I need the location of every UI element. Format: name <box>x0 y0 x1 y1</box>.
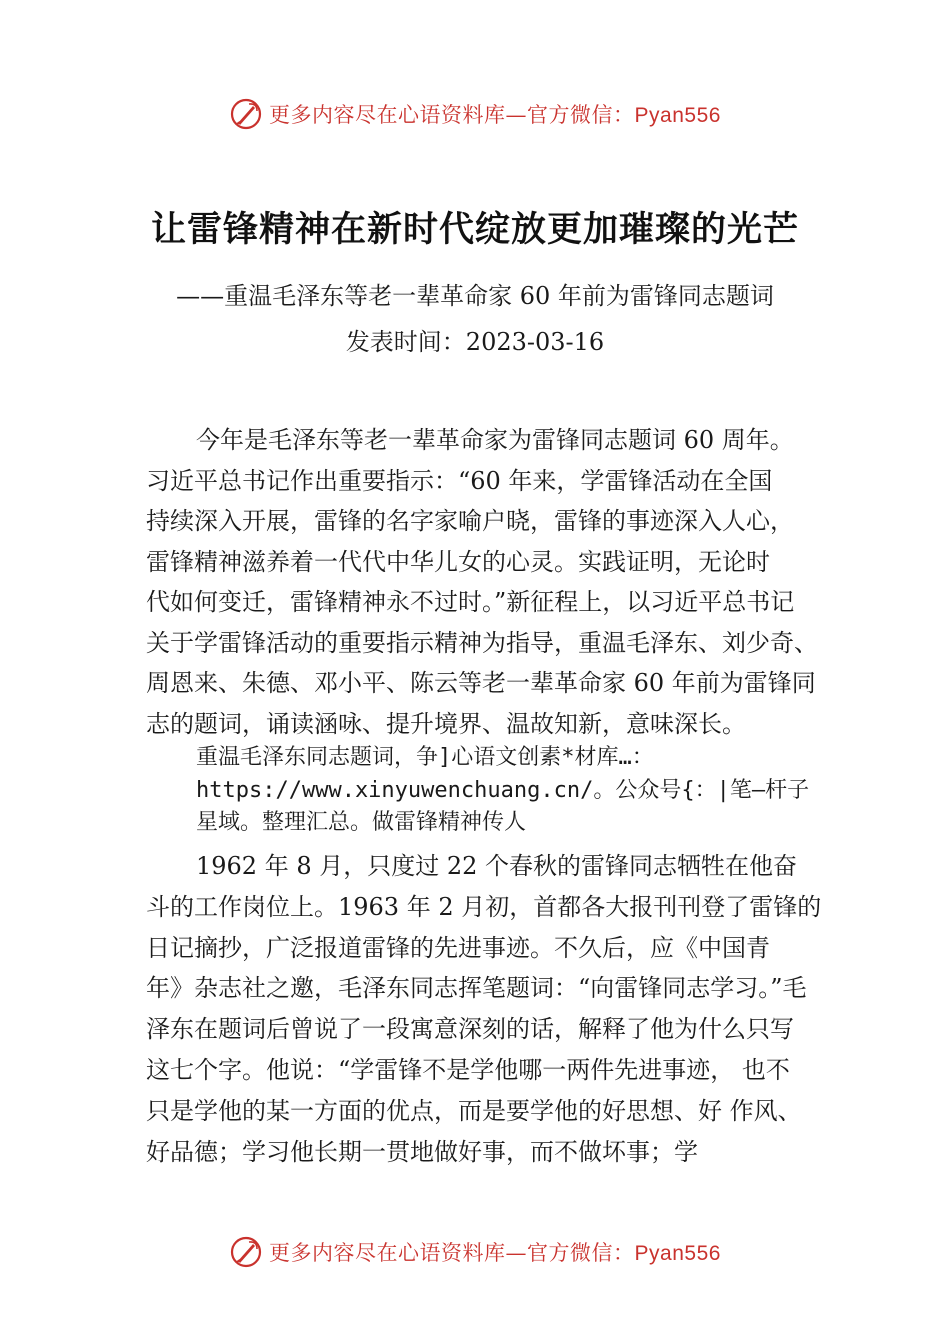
quill-pen-logo-icon <box>229 1235 263 1269</box>
publish-date: 发表时间：2023-03-16 <box>345 328 605 356</box>
text-line: 好品德；学习他长期一贯地做好事，而不做坏事；学 <box>146 1137 698 1166</box>
wechat-account: Pyan556 <box>634 104 721 127</box>
text-line: 年》杂志社之邀，毛泽东同志挥笔题词：“向雷锋同志学习。”毛 <box>146 974 807 1003</box>
paragraph-history <box>146 846 836 1172</box>
text-line: 泽东在题词后曾说了一段寓意深刻的话，解释了他为什么只写 <box>146 1015 794 1044</box>
article-title: 让雷锋精神在新时代绽放更加璀璨的光芒 <box>150 210 799 250</box>
text-line: 今年是毛泽东等老一辈革命家为雷锋同志题词 60 周年。 <box>196 426 794 454</box>
paragraph-promo <box>196 742 841 840</box>
quill-pen-logo-icon <box>229 97 263 131</box>
text-line: 这七个字。他说：“学雷锋不是学他哪一两件先进事迹， 也不 <box>146 1055 790 1084</box>
text-line: 斗的工作岗位上。1963 年 2 月初，首都各大报刊刊登了雷锋的 <box>146 892 822 921</box>
text-line: 周恩来、朱德、邓小平、陈云等老一辈革命家 60 年前为雷锋同 <box>146 669 816 697</box>
banner-label: 更多内容尽在心语资料库—官方微信： <box>269 1241 635 1265</box>
text-line: 关于学雷锋活动的重要指示精神为指导，重温毛泽东、刘少奇、 <box>146 628 818 657</box>
text-line: 日记摘抄，广泛报道雷锋的先进事迹。不久后，应《中国青 <box>146 933 770 962</box>
text-line: 持续深入开展，雷锋的名字家喻户晓，雷锋的事迹深入人心， <box>146 507 794 535</box>
text-line: 习近平总书记作出重要指示：“60 年来，学雷锋活动在全国 <box>146 466 773 495</box>
text-line: 只是学他的某一方面的优点，而是要学他的好思想、好 作风、 <box>146 1096 802 1125</box>
text-line: 重温毛泽东同志题词，争]心语文创素*材库…： <box>196 745 654 770</box>
text-line: 星域。整理汇总。做雷锋精神传人 <box>196 810 527 835</box>
wechat-account: Pyan556 <box>634 1242 721 1265</box>
header-banner <box>0 94 950 134</box>
article-subtitle: ——重温毛泽东等老一辈革命家 60 年前为雷锋同志题词 <box>176 282 774 310</box>
text-line: 代如何变迁，雷锋精神永不过时。”新征程上，以习近平总书记 <box>146 588 795 616</box>
text-line: 雷锋精神滋养着一代代中华儿女的心灵。实践证明，无论时 <box>146 547 770 576</box>
banner-label: 更多内容尽在心语资料库—官方微信： <box>269 103 635 127</box>
banner-text <box>269 1237 721 1267</box>
text-line: 1962 年 8 月，只度过 22 个春秋的雷锋同志牺牲在他奋 <box>196 852 798 880</box>
text-line: https://www.xinyuwenchuang.cn/。公众号{：|笔—杆子 <box>196 777 810 803</box>
banner-text <box>269 99 721 129</box>
paragraph-intro <box>146 420 836 744</box>
footer-banner <box>0 1232 950 1272</box>
text-line: 志的题词，诵读涵咏、提升境界、温故知新，意味深长。 <box>146 709 746 738</box>
